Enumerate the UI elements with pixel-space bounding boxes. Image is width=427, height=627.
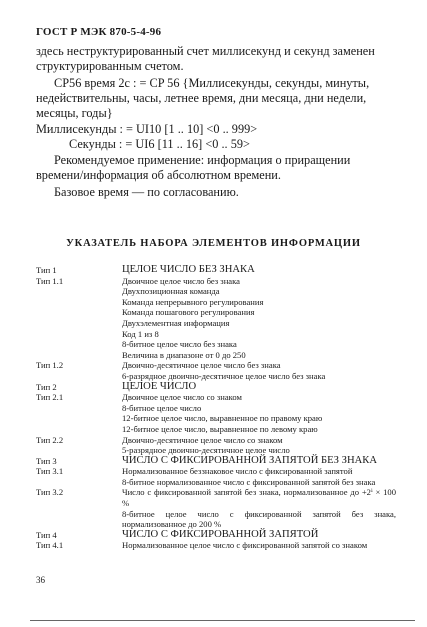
index-type: Тип 3.1 [36,466,64,477]
index-type: Тип 1.1 [36,275,64,286]
page-number: 36 [36,575,45,585]
index-description: 8-битное целое число с фиксированной запятой без знака, нормализованное до 200 % [122,508,396,530]
index-row [36,466,396,477]
paragraph-recommended-use: Рекомендуемое применение: информация о приращении времени/информация об абсолютном времени. [36,153,351,182]
index-row [36,329,396,340]
index-row [36,530,396,541]
index-description: ЦЕЛОЕ ЧИСЛО БЕЗ ЗНАКА [122,264,255,275]
index-type [36,318,122,329]
index-description: 8-битное нормализованное число с фиксированной запятой без знака [122,476,376,487]
index-type [36,477,122,488]
index-type: Тип 2.2 [36,434,64,445]
index-row [36,487,396,508]
index-type [36,424,122,435]
index-description: Величина в диапазоне от 0 до 250 [122,349,246,360]
index-description: Нормализованное целое число с фиксированной запятой со знаком [122,540,368,551]
index-type: Тип 1.2 [36,360,64,371]
index-description: 8-битное целое число [122,402,202,413]
index-description: Двухэлементная информация [122,317,230,328]
index-description: 5-разрядное двоично-десятичное целое число [122,445,290,456]
index-row [36,413,396,424]
paragraph-base-time: Базовое время — по согласованию. [54,185,239,199]
index-description: Двухпозиционная команда [122,286,220,297]
index-description: Команда пошагового регулирования [122,307,255,318]
bottom-rule [30,620,415,621]
index-row [36,350,396,361]
index-type: Тип 3 [36,455,57,466]
index-type [36,339,122,350]
index-type: Тип 4 [36,529,57,540]
paragraph-structured-count: здесь неструктурированный счет миллисекунд и секунд заменен структурированным счетом. [36,44,375,73]
index-type: Тип 2.1 [36,392,64,403]
index-row [36,265,396,276]
index-type [36,329,122,340]
index-description: Нормализованное беззнаковое число с фиксированной запятой [122,466,353,477]
index-description: Двоично-десятичное целое число со знаком [122,434,283,445]
index-type [36,350,122,361]
index-description: ЧИСЛО С ФИКСИРОВАННОЙ ЗАПЯТОЙ БЕЗ ЗНАКА [122,454,377,466]
index-row [36,477,396,488]
index-description: ЦЕЛОЕ ЧИСЛО [122,380,197,392]
index-row [36,307,396,318]
index-type: Тип 1 [36,265,57,275]
index-type [36,445,122,456]
document-header: ГОСТ Р МЭК 870-5-4-96 [36,26,162,38]
section-title: УКАЗАТЕЛЬ НАБОРА ЭЛЕМЕНТОВ ИНФОРМАЦИИ [66,238,361,249]
index-row [36,297,396,308]
paragraph-milliseconds-definition: Миллисекунды : = UI10 [1 .. 10] <0 .. 999> [36,122,258,136]
index-row [36,286,396,297]
index-row [36,276,396,287]
index-type: Тип 3.2 [36,487,64,498]
index-description: 8-битное целое число без знака [122,339,237,350]
index-row [36,403,396,414]
index-type [36,371,122,382]
index-type: Тип 2 [36,381,57,392]
index-type [36,307,122,318]
index-list [36,265,396,551]
paragraph-seconds-definition: Секунды : = UI6 [11 .. 16] <0 .. 59> [69,137,250,151]
index-description: 12-битное целое число, выравненное по левому краю [122,423,318,434]
index-row [36,509,396,530]
index-row [36,360,396,371]
index-type [36,286,122,297]
index-type [36,413,122,424]
index-type [36,297,122,308]
index-description: 12-битное целое число, выравненное по правому краю [122,413,323,424]
paragraph-cp56-definition: CP56 время 2с : = CP 56 {Миллисекунды, секунды, минуты, недействительны, часы, летнее время, дни месяца, дни недели, месяцы, годы} [36,76,370,120]
index-description: Команда непрерывного регулирования [122,296,264,307]
index-row [36,371,396,382]
index-description: Двоичное целое число со знаком [122,392,242,403]
index-description: ЧИСЛО С ФИКСИРОВАННОЙ ЗАПЯТОЙ [122,528,319,540]
index-row [36,339,396,350]
index-row [36,424,396,435]
index-type [36,509,122,530]
index-row [36,456,396,467]
index-description: 6-разрядное двоично-десятичное целое число без знака [122,370,326,381]
index-description: Двоичное целое число без знака [122,275,240,286]
index-description: Число с фиксированной запятой без знака, нормализованное до +2ⁱ × 100 % [122,487,396,509]
index-type [36,403,122,414]
index-row [36,540,396,551]
index-row [36,382,396,393]
index-description: Код 1 из 8 [122,328,159,339]
index-row [36,318,396,329]
index-row [36,435,396,446]
index-description: Двоично-десятичное целое число без знака [122,360,281,371]
index-type: Тип 4.1 [36,540,64,551]
index-row [36,392,396,403]
